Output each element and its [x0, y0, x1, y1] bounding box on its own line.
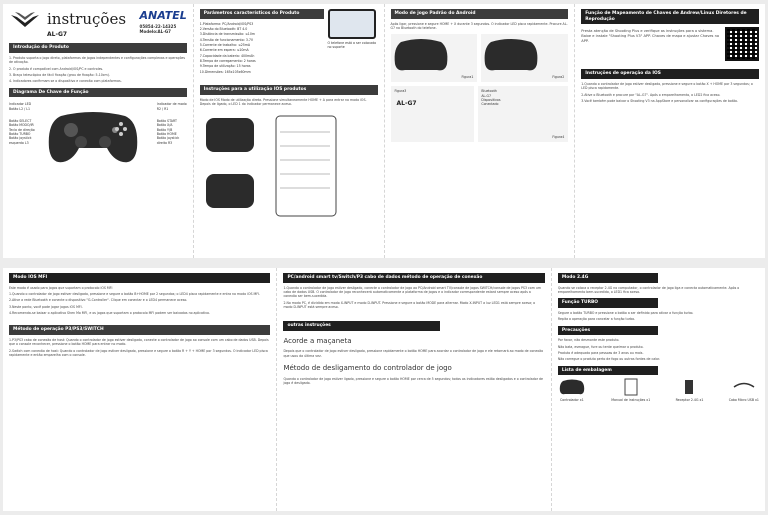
phone-holder-figure [328, 9, 378, 75]
figure-label: Figura3 [394, 89, 407, 94]
ios-use-text: Modo de IOS Modo de utilização direta. Pressione simultaneamente HOME + A para entrar no modo iOS. Depois de ligado, o LED 1 do indicador permanece aceso. [199, 97, 367, 106]
diagram-label: Botão START [156, 118, 177, 123]
gamepad-icon [481, 34, 541, 74]
package-header: Lista de embalagem [558, 366, 659, 376]
mfi-item: 1.Quando o controlador de jogo estiver desligado, pressione e segure o botão B+HOME por 2 segundos; o LED4 pisca rapidamente e entra no modo iOS MFI. [9, 292, 261, 297]
tv-header: PC/android smart tv/Switch/P3 cabo de dados método de operação de conexão [283, 273, 544, 283]
wing-logo-icon [9, 9, 43, 35]
spec-item: 3.Distância de transmissão: ≤10m [199, 32, 255, 37]
bt-list-item: Dispositivos [481, 97, 501, 102]
ps3-item: 1.P3/PS3 cabo de conexão de host: Quando o controlador de jogo estiver desligado, conecte o controlador de jogo ao console com um cabo de dados USB. Depois que o console reconhecer, pressione o botão HOME para entrar no modo. [9, 338, 269, 347]
ios-use-header: Instruções para a utilização IOS produtos [200, 85, 378, 95]
android-panel [385, 4, 576, 258]
cover-title: instruções [47, 10, 127, 28]
package-item-label: Cabo Micro USB x1 [728, 397, 759, 402]
anatel-code: 05854-22-14325 [139, 23, 177, 29]
gamepad-icon [391, 34, 451, 74]
power-off-title: Método de desligamento do controlador de jogo [283, 364, 452, 373]
android-text: Após ligar, pressione e segure HOME + X durante 3 segundos. O indicador LED pisca rapidamente. Procure AL-G7 no Bluetooth do telefone. [390, 21, 568, 31]
qr-code-icon [725, 27, 759, 61]
intro-item: 2. O produto é compatível com Android/iOS/PC e controles. [9, 66, 104, 71]
tv-panel [277, 268, 551, 511]
cover-header [9, 9, 187, 39]
ios-operation-item: 1.Quando o controlador de jogo estiver desligado, pressione e segure o botão X + HOME por 3 segundos; o LED pisca rapidamente. [581, 82, 753, 91]
diagram-left-labels [9, 102, 45, 145]
specs-list [200, 22, 324, 74]
cover-panel [3, 4, 194, 258]
tv-item: 1.Quando o controlador de jogo estiver desligado, conecte o controlador de jogo ao PC/Android smart TV/console de jogos SWITCH/console de jogos PS3 com um cabo de dados USB. O controlador de jogo reconhecerá automaticamente a plataforma de jogos e o indicador correspondente estará sempre aceso após a conexão ser bem-sucedida. [283, 285, 541, 299]
wake-text: Depois que o controlador de jogo estiver desligado, pressione rapidamente o botão HOME para acordar o controlador de jogo e ele retornará ao modo de conexão que usou da última vez. [283, 349, 544, 358]
manual-icon [624, 378, 638, 396]
phone-note: O telefone está a ser colocado no suporte [327, 41, 377, 50]
manual-top-row [3, 4, 765, 258]
usb-cable-icon [732, 378, 756, 396]
mode-24g-text: Quando se coloca o receptor 2.4G no computador, o controlador de jogo liga e conecta automaticamente. Após o emparelhamento bem-sucedido, o LED1 fica aceso. [557, 285, 740, 295]
precaution-item: Não bata, esmague, fure ou tente queimar o produto. [557, 344, 644, 349]
spec-item: 2.Versão do Bluetooth: BT 4.0 [199, 27, 248, 32]
bluetooth-list-figure [478, 86, 568, 142]
modes-panel [552, 268, 765, 511]
package-item-label: Controlador x1 [560, 397, 584, 402]
figure-label: Figura1 [461, 75, 474, 80]
gamepad-icon [558, 378, 586, 396]
spec-item: 1.Plataforma: PC/Android/iOS/PS3 [199, 21, 254, 26]
anatel-brand: ANATEL [139, 9, 187, 22]
diagram-label: Botão joystick esquerdo L3 [9, 136, 32, 145]
specs-panel [194, 4, 385, 258]
package-item [611, 378, 650, 402]
bt-list-item: Conectado [481, 102, 499, 107]
certification-block [140, 9, 187, 35]
figure-box [391, 34, 478, 82]
diagram-label: Botão L2 / L1 [9, 106, 31, 111]
shooting-text: Presta atenção de Shooting Plus e verifique as instruções para o sistema. Baixe e instale "Shooting Plus V3" APP. Chaves de mapa e ajustar Chaves no APP. [581, 29, 720, 44]
turbo-header: Função TURBO [558, 298, 659, 308]
ps3-item: 2.Switch com conexão de host: Quando o controlador de jogo estiver desligado, pressione e segure o botão R + Y + HOME por 3 segundos. O indicador LED pisca rapidamente e então emparelha com o console. [9, 348, 268, 357]
spec-item: 8.Tempo de carregamento: 2 horas [199, 58, 256, 63]
figure-box [481, 34, 568, 82]
figure-label: Figura2 [552, 75, 565, 80]
shooting-header: Função de Mapeamento de Chaves de Andrew/Linux Diretores de Reprodução [581, 9, 759, 24]
ps3-header: Método de operação P3/PS3/SWITCH [9, 325, 270, 335]
package-item [558, 378, 586, 402]
mfi-item: 3.Neste ponto, você pode jogar jogos iOS MFI. [9, 304, 83, 309]
mfi-item: 2.Ative a rede Bluetooth e conecte o dispositivo "G-Controller". Clique em conectar e o LED4 permanece aceso. [9, 298, 188, 303]
mfi-panel [3, 268, 277, 511]
intro-item: 1. Produto suporta o jogo direto, plataformas de jogos independentes e configurações complexas e operações de ativação. [9, 56, 186, 65]
intro-item: 4. Indicadores confirmam se o dispositivo e conexão com plataformas. [9, 79, 122, 84]
mfi-header: Modo IOS MFI [9, 273, 270, 283]
diagram-label: Botão Y/B [156, 127, 173, 132]
power-off-text: Quando o controlador de jogo estiver ligado, pressione e segure o botão HOME por cerca de 5 segundos; todos os indicadores estão desligados e o controlador de jogo é desligado. [283, 376, 544, 385]
figure-box [391, 86, 475, 142]
mfi-intro: Este modo é usado para jogos que suportam o protocolo iOS MFI [9, 285, 113, 290]
gamepad-icon [43, 104, 143, 168]
ios-operation-item: 3.Você também pode baixar o Shooting V3 na AppStore e personalizar as configurações de botão. [581, 99, 738, 104]
spec-item: 7.Capacidade da bateria: 400mAh [199, 53, 255, 58]
spec-item: 5.Corrente de trabalho: ≤25mA [199, 42, 251, 47]
mfi-item: 4.Recomenda-se baixar o aplicativo Shen Mo MFI, e os jogos que suportam o protocolo MFI podem ser baixados no aplicativo. [9, 310, 210, 315]
diagram-label: Tecla de direção [9, 127, 35, 132]
precaution-item: Produto é adequado para pessoas de 3 anos ou mais. [557, 351, 644, 356]
usb-receiver-icon [682, 378, 696, 396]
controller-diagram [9, 100, 187, 172]
phone-icon [328, 9, 376, 39]
bt-list-item: Bluetooth [481, 89, 497, 94]
spec-item: 6.Corrente em espera: ≤10mA [199, 48, 249, 53]
diagram-label: Botão SELECT [9, 118, 32, 123]
diagram-header: Diagrama De Chave de Função [9, 88, 187, 98]
ios-operation-item: 2.Ative o Bluetooth e procure por "AL-G7". Após o emparelhamento, o LED2 fica aceso. [581, 92, 721, 97]
package-item-label: Manual de instruções x1 [611, 397, 651, 402]
diagram-label: Botão TURBO [9, 131, 31, 136]
model-label: Modelo:AL-G7 [139, 29, 171, 35]
precaution-item: Não carregue o produto perto de fogo ou outras fontes de calor. [557, 357, 661, 362]
intro-item: 3. Braço telescópico de fácil fixação (grau de fixação: 5-10cm). [9, 73, 110, 77]
manual-bottom-row [3, 268, 765, 511]
diagram-right-labels [157, 102, 187, 145]
diagram-label: Botão X/A [156, 123, 173, 128]
spec-item: 10.Dimensões: 165x105x60mm [199, 69, 251, 74]
precaution-header: Precauções [558, 326, 659, 336]
tv-item: 2.No modo PC, é dividido em modo X-INPUT e modo D-INPUT. Pressione e segure o botão MODE para alternar. Modo X-INPUT a luz LED1 está sempre acesa; o modo D-INPUT está sempre aceso. [283, 300, 536, 309]
product-name: AL-G7 [47, 31, 68, 39]
specs-header: Parâmetros característicos do Produto [200, 9, 324, 19]
figure-label: Figura4 [552, 135, 565, 140]
spec-item: 9.Tempo de utilização: 15 horas [199, 64, 251, 69]
package-item [729, 378, 759, 402]
diagram-label: Botão MODO/IR [9, 123, 34, 128]
package-item-label: Receptor 2.4G x1 [675, 397, 704, 402]
spec-item: 4.Tensão de funcionamento: 3.7V [199, 37, 254, 42]
turbo-item: Repita a operação para cancelar a função turbo. [557, 317, 636, 322]
mode-24g-header: Modo 2.4G [558, 273, 659, 283]
device-label: AL-G7 [396, 100, 417, 108]
diagram-label: Botão joystick direito R3 [156, 136, 180, 145]
ios-setup-figure [200, 112, 340, 222]
diagram-label: Botão HOME [156, 131, 177, 136]
android-header: Modo de jogo Padrão do Android [391, 9, 569, 19]
other-header: outras instruções [283, 321, 440, 331]
wake-title: Acorde a maçaneta [283, 337, 352, 345]
bt-list-item: AL-G7 [481, 93, 492, 98]
diagram-label: Indicador LED [9, 102, 32, 107]
package-item [676, 378, 704, 402]
diagram-label: Indicador de modo [156, 102, 187, 107]
turbo-item: Segure o botão TURBO e pressione o botão a ser definido para ativar a função turbo. [557, 311, 694, 316]
ios-operation-header: Instruções de operação da IOS [581, 69, 759, 79]
intro-header: Introdução do Produto [9, 43, 187, 53]
shooting-panel [575, 4, 765, 258]
package-list [558, 378, 759, 402]
diagram-label: R2 / R1 [156, 106, 169, 111]
precaution-item: Por favor, não desmonte este produto. [557, 338, 620, 343]
